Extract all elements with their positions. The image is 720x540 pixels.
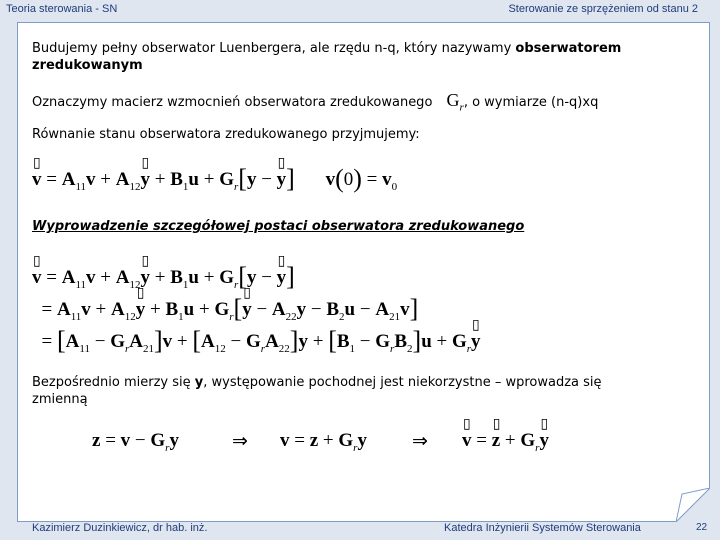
footer-department: Katedra Inżynierii Systemów Sterowania [444,522,641,534]
gain-matrix-text: Oznaczymy macierz wzmocnień obserwatora zredukowanego [32,95,433,110]
measurement-text-2: , występowanie pochodnej jest niekorzystne – wprowadza się [203,375,602,390]
substitution-equation-3: v ▯ = z ▯ + $G_ry$ ▯ [462,430,549,454]
header-course-title: Teoria sterowania - SN [6,3,118,15]
gain-matrix-symbol: $G_r$ [446,90,464,114]
gain-matrix-line [32,92,598,117]
intro-text: Budujemy pełny obserwator Luenbergera, ale rzędu n-q, który nazywamy [32,41,516,56]
measurement-text: Bezpośrednio mierzy się [32,375,195,390]
derivation-step-3: = $[A_{11} - G_rA_{21}]v + [A_{12} - G_rA_{22}]y + [B_1 - G_rB_2]u + G_ry$ ▯ [32,324,481,355]
measurement-line-2: zmienną [32,392,88,407]
implies-arrow-1: ⇒ [232,431,248,452]
implies-arrow-2: ⇒ [412,431,428,452]
derivation-step-1: v ▯ = $A_{11}v + A_{12}y$ ▯ + $B_1u + G_r[y - y$ ▯] [32,260,295,291]
state-eq-intro: Równanie stanu obserwatora zredukowanego przyjmujemy: [32,127,420,142]
gain-matrix-dim: , o wymiarze (n-q)xq [463,95,599,110]
measurement-line-1 [32,374,602,391]
footer-author: Kazimierz Duzinkiewicz, dr hab. inż. [32,522,208,534]
intro-term: obserwatorem [515,41,622,56]
measurement-y: y [194,375,204,390]
observer-state-equation: v ▯ = $A_{11}v + A_{12}y$ ▯ + $B_1u + G_r[y - y$ ▯] $v(0) = v_0$ [32,162,397,193]
intro-line-2: zredukowanym [32,58,143,73]
footer-page-number: 22 [696,522,708,533]
substitution-equation-1: $z = v - G_ry$ [92,430,179,454]
substitution-equation-2: $v = z + G_ry$ [280,430,367,454]
header-topic-title: Sterowanie ze sprzężeniem od stanu 2 [508,3,698,15]
derivation-heading: Wyprowadzenie szczegółowej postaci obserwatora zredukowanego [32,219,525,234]
derivation-step-2: = $A_{11}v + A_{12}y$ ▯ + $B_1u + G_r[y$ ▯ − $A_{22}y - B_2u - A_{21}v$] [32,292,418,323]
page-curl-decoration [676,488,710,522]
intro-line-1 [32,40,621,57]
